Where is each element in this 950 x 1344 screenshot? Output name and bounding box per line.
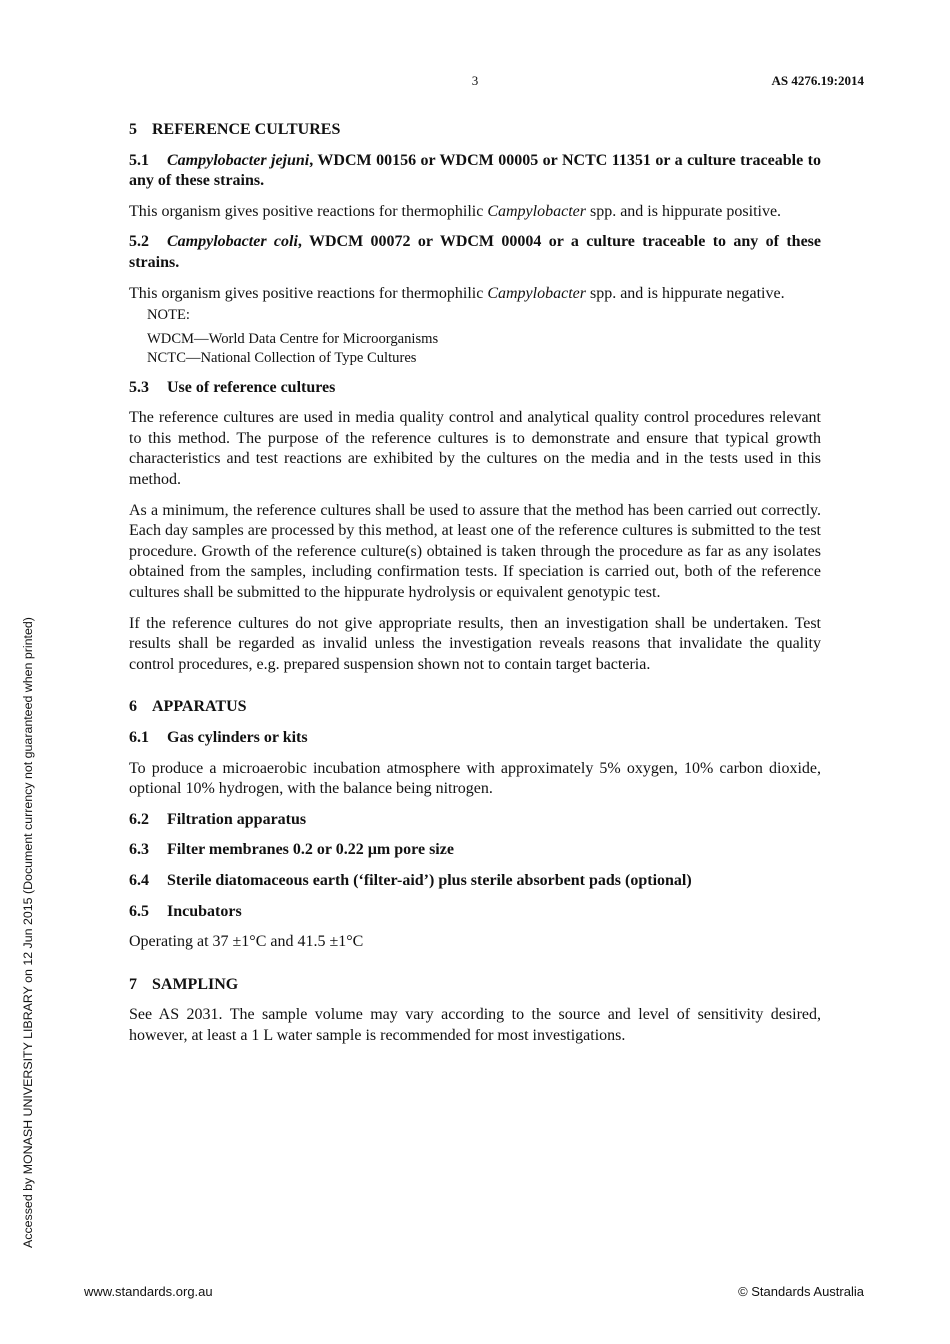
- page-number: 3: [471, 73, 479, 88]
- section-5-3-paragraph-3: If the reference cultures do not give appropriate results, then an investigation shall be undertaken. Test results shall be regarded as invalid unless the investigation reveals reasons that invalidate the quality control procedures, e.g. prepared suspension shown not to contain target bacteria.: [129, 614, 821, 673]
- section-5-2-heading: 5.2 Campylobacter coli, WDCM 00072 or WDCM 00004 or a culture traceable to any of these strains.: [129, 233, 822, 271]
- section-6-5-heading: 6.5 Incubators: [129, 902, 242, 920]
- section-5-1-text: This organism gives positive reactions for thermophilic Campylobacter spp. and is hippurate positive.: [129, 202, 782, 220]
- section-6-2-heading: 6.2 Filtration apparatus: [129, 810, 307, 828]
- section-6-1-text: To produce a microaerobic incubation atmosphere with approximately 5% oxygen, 10% carbon dioxide, optional 10% hydrogen, with the balance being nitrogen.: [129, 759, 821, 798]
- section-5-1-heading: 5.1 Campylobacter jejuni, WDCM 00156 or WDCM 00005 or NCTC 11351 or a culture traceable to any of these strains.: [129, 151, 821, 190]
- section-5-3-paragraph-1: The reference cultures are used in media quality control and analytical quality control procedures relevant to this method. The purpose of the reference cultures is to demonstrate and ensure that typical growth characteristics and test reactions are exhibited by the cultures on the media and in the tests used in this method.: [129, 409, 821, 489]
- section-6-5-text: Operating at 37 ±1°C and 41.5 ±1°C: [129, 933, 364, 951]
- footer-website: www.standards.org.au: [84, 1284, 213, 1299]
- section-6-3-heading: 6.3 Filter membranes 0.2 or 0.22 µm pore size: [129, 841, 454, 859]
- standard-id: AS 4276.19:2014: [771, 73, 864, 88]
- access-watermark: Accessed by MONASH UNIVERSITY LIBRARY on 12 Jun 2015 (Document currency not guaranteed when printed): [21, 617, 35, 1248]
- section-7-text: See AS 2031. The sample volume may vary according to the source and level of sensitivity desired, however, at least a 1 L water sample is recommended for most investigations.: [129, 1006, 821, 1044]
- note-line-wdcm: WDCM—World Data Centre for Microorganisms: [147, 330, 439, 347]
- section-5-3-paragraph-2: As a minimum, the reference cultures shall be used to assure that the method has been carried out correctly. Each day samples are processed by this method, at least one of the reference cultures is submitted to the test procedure. Growth of the reference culture(s) obtained is taken through the procedure as far as any isolates obtained from the samples, including confirmation tests. If speciation is carried out, both of the reference cultures shall be submitted to the hippurate hydrolysis or equivalent genotypic test.: [129, 501, 821, 601]
- footer-copyright: © Standards Australia: [738, 1284, 864, 1299]
- section-6-4-heading: 6.4 Sterile diatomaceous earth (‘filter-aid’) plus sterile absorbent pads (optional): [129, 871, 692, 889]
- document-body: [129, 120, 821, 1047]
- section-5-2-text: This organism gives positive reactions for thermophilic Campylobacter spp. and is hippurate negative.: [129, 284, 785, 302]
- abbreviation-note: [147, 306, 821, 369]
- section-5-3-heading: 5.3 Use of reference cultures: [129, 378, 336, 396]
- note-label: NOTE:: [147, 307, 190, 324]
- section-6-1-heading: 6.1 Gas cylinders or kits: [129, 728, 308, 746]
- section-7-heading: 7 SAMPLING: [129, 975, 239, 993]
- section-6-heading: 6 APPARATUS: [129, 698, 247, 716]
- note-line-nctc: NCTC—National Collection of Type Cultures: [147, 350, 417, 367]
- section-5-heading: 5 REFERENCE CULTURES: [129, 121, 341, 138]
